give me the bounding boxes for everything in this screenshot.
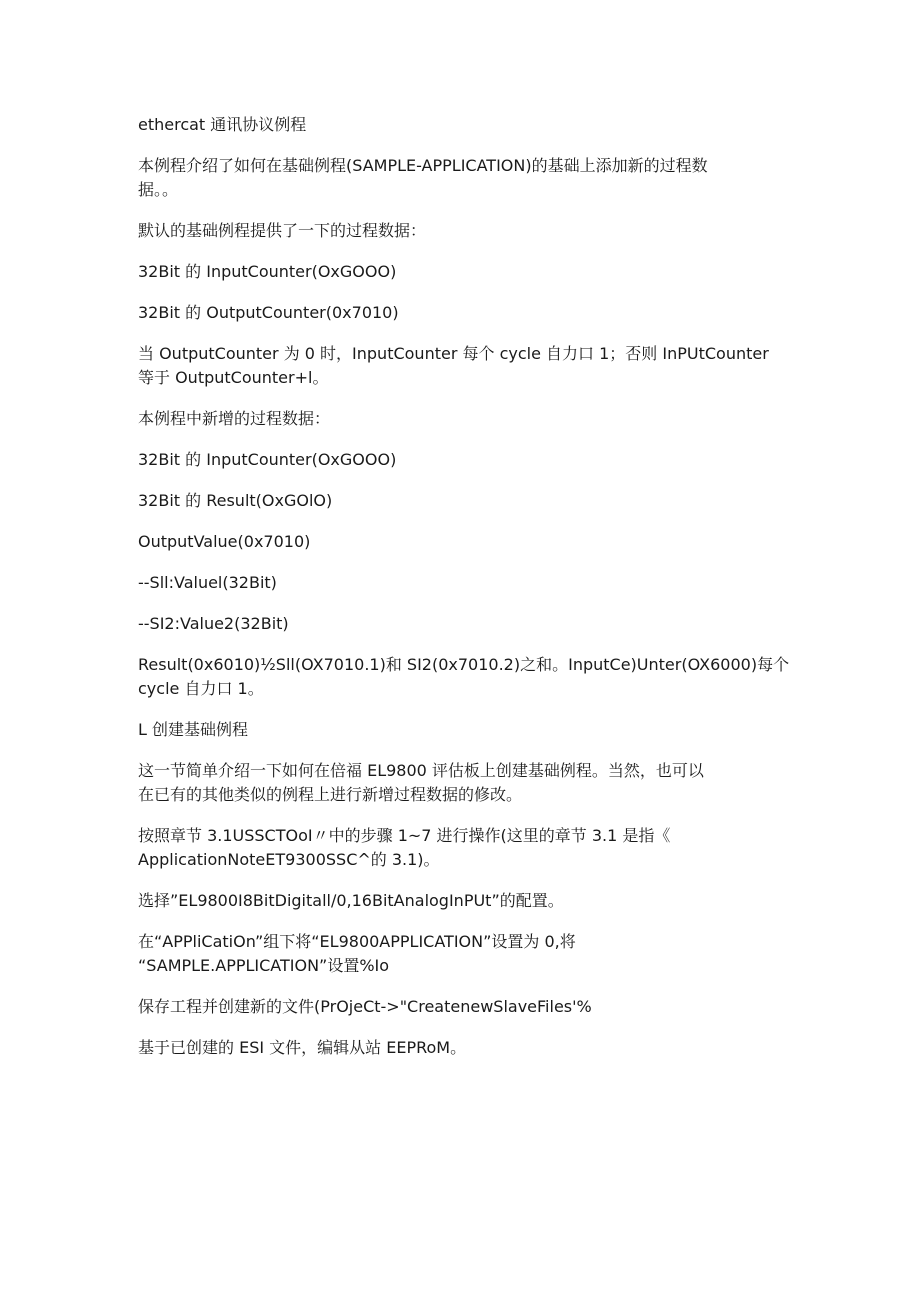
step-edit-eeprom: [138, 1036, 788, 1060]
new-input-counter-item: [138, 448, 788, 472]
text-line: --Sll:Valuel(32Bit): [138, 573, 277, 592]
value2-subitem: [138, 612, 788, 636]
new-data-heading: [138, 407, 788, 431]
intro-paragraph: [138, 154, 788, 202]
text-line: ApplicationNoteET9300SSC^的 3.1)。: [138, 850, 440, 869]
text-line: --SI2:Value2(32Bit): [138, 614, 289, 633]
text-line: 本例程中新增的过程数据：: [138, 409, 331, 428]
text-line: ethercat 通讯协议例程: [138, 115, 307, 134]
text-line: Result(0x6010)½Sll(OX7010.1)和 SI2(0x7010.2)之和。InputCe)Unter(OX6000)每个: [138, 655, 790, 674]
text-line: 保存工程并创建新的文件(PrOjeCt->"CreatenewSlaveFiles'%: [138, 997, 592, 1016]
input-counter-item: [138, 260, 788, 284]
text-line: 基于已创建的 ESI 文件，编辑从站 EEPRoM。: [138, 1038, 467, 1057]
step-save-project: [138, 995, 788, 1019]
text-line: 等于 OutputCounter+l。: [138, 368, 329, 387]
text-line: 按照章节 3.1USSCTOoI〃中的步骤 1~7 进行操作(这里的章节 3.1 是指《: [138, 826, 671, 845]
text-line: 32Bit 的 Result(OxGOlO): [138, 491, 333, 510]
output-counter-item: [138, 301, 788, 325]
text-line: 选择”EL9800I8BitDigitall∕0,16BitAnalogInPUt”的配置。: [138, 891, 564, 910]
text-line: 据。。: [138, 180, 179, 199]
result-item: [138, 489, 788, 513]
counter-behavior-paragraph: [138, 342, 788, 390]
output-value-item: [138, 530, 788, 554]
text-line: cycle 自力口 1。: [138, 679, 264, 698]
text-line: 当 OutputCounter 为 0 时，InputCounter 每个 cycle 自力口 1；否则 InPUtCounter: [138, 344, 769, 363]
text-line: 在“APPliCatiOn”组下将“EL9800APPLICATION”设置为 0,将: [138, 932, 576, 951]
step-select-config: [138, 889, 788, 913]
text-line: OutputValue(0x7010): [138, 532, 311, 551]
text-line: 这一节简单介绍一下如何在倍福 EL9800 评估板上创建基础例程。当然，也可以: [138, 761, 704, 780]
text-line: L 创建基础例程: [138, 720, 249, 739]
document-body: [138, 113, 788, 1077]
text-line: “SAMPLE.APPLICATION”设置%Io: [138, 956, 390, 975]
section-heading-create-base: [138, 718, 788, 742]
text-line: 在已有的其他类似的例程上进行新增过程数据的修改。: [138, 785, 523, 804]
text-line: 默认的基础例程提供了一下的过程数据：: [138, 221, 427, 240]
text-line: 32Bit 的 InputCounter(OxGOOO): [138, 262, 397, 281]
step-set-application: [138, 930, 788, 978]
section-intro-paragraph: [138, 759, 788, 807]
text-line: 32Bit 的 OutputCounter(0x7010): [138, 303, 399, 322]
step-follow-chapter: [138, 824, 788, 872]
document-title: [138, 113, 788, 137]
value1-subitem: [138, 571, 788, 595]
result-description-paragraph: [138, 653, 788, 701]
default-data-heading: [138, 219, 788, 243]
text-line: 本例程介绍了如何在基础例程(SAMPLE-APPLICATION)的基础上添加新的过程数: [138, 156, 708, 175]
text-line: 32Bit 的 InputCounter(OxGOOO): [138, 450, 397, 469]
